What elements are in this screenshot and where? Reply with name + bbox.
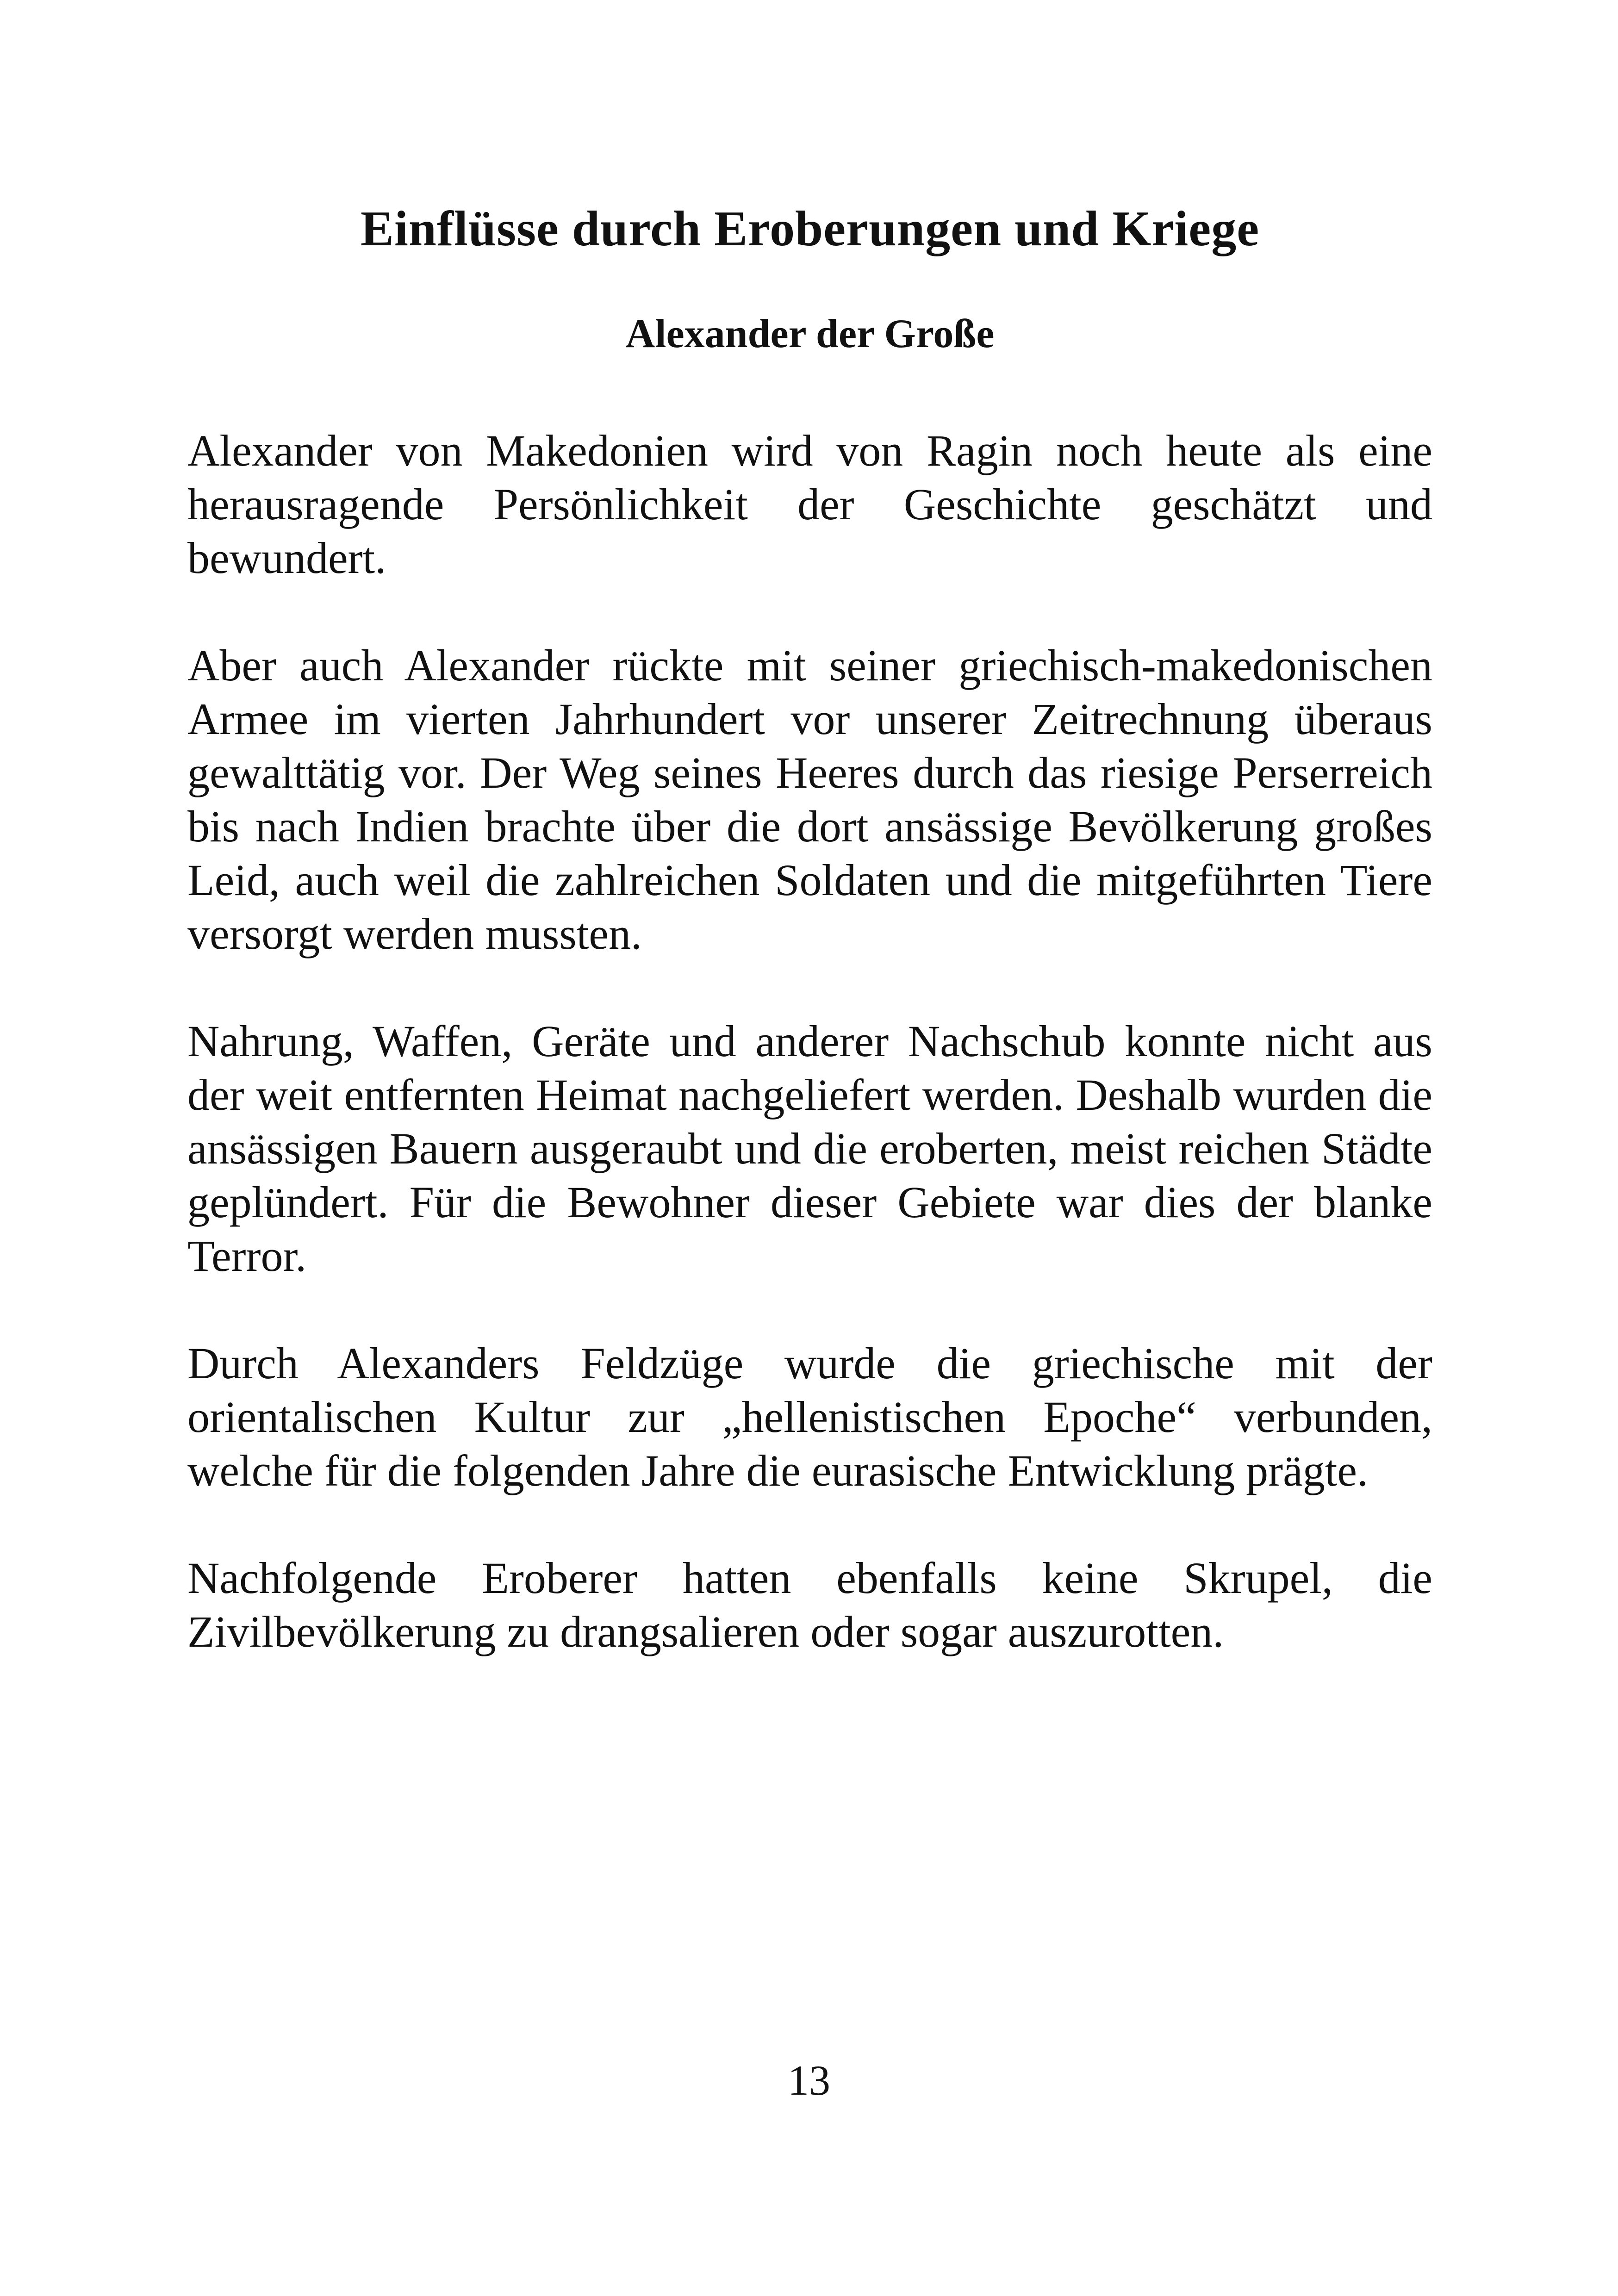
section-subtitle: Alexander der Große	[625, 311, 995, 356]
paragraph-1: Alexander von Makedonien wird von Ragin noch heute als eine herausragende Persönlichkeit der Geschichte geschätzt und bewundert.	[187, 426, 1432, 583]
paragraph-4: Durch Alexanders Feldzüge wurde die griechische mit der orientalischen Kultur zur „hellenistischen Epoche“ verbunden, welche für die folgenden Jahre die eurasische Entwicklung prägte.	[187, 1338, 1432, 1495]
body-text	[187, 424, 1432, 1659]
paragraph-5: Nachfolgende Eroberer hatten ebenfalls keine Skrupel, die Zivilbevölkerung zu drangsalieren oder sogar auszurotten.	[187, 1553, 1432, 1656]
paragraph-3: Nahrung, Waffen, Geräte und anderer Nachschub konnte nicht aus der weit entfernten Heimat nachgeliefert werden. Deshalb wurden die ansässigen Bauern ausgeraubt und die eroberten, meist reichen Städte geplündert. Für die Bewohner dieser Gebiete war dies der blanke Terror.	[187, 1016, 1432, 1281]
page-number: 13	[788, 2057, 830, 2104]
chapter-title: Einflüsse durch Eroberungen und Kriege	[360, 201, 1260, 256]
paragraph-2: Aber auch Alexander rückte mit seiner griechisch-makedonischen Armee im vierten Jahrhundert vor unserer Zeitrechnung überaus gewalttätig vor. Der Weg seines Heeres durch das riesige Perserreich bis nach Indien brachte über die dort ansässige Bevölkerung großes Leid, auch weil die zahlreichen Soldaten und die mitgeführten Tiere versorgt werden mussten.	[187, 641, 1432, 958]
text-column	[187, 194, 1432, 1712]
